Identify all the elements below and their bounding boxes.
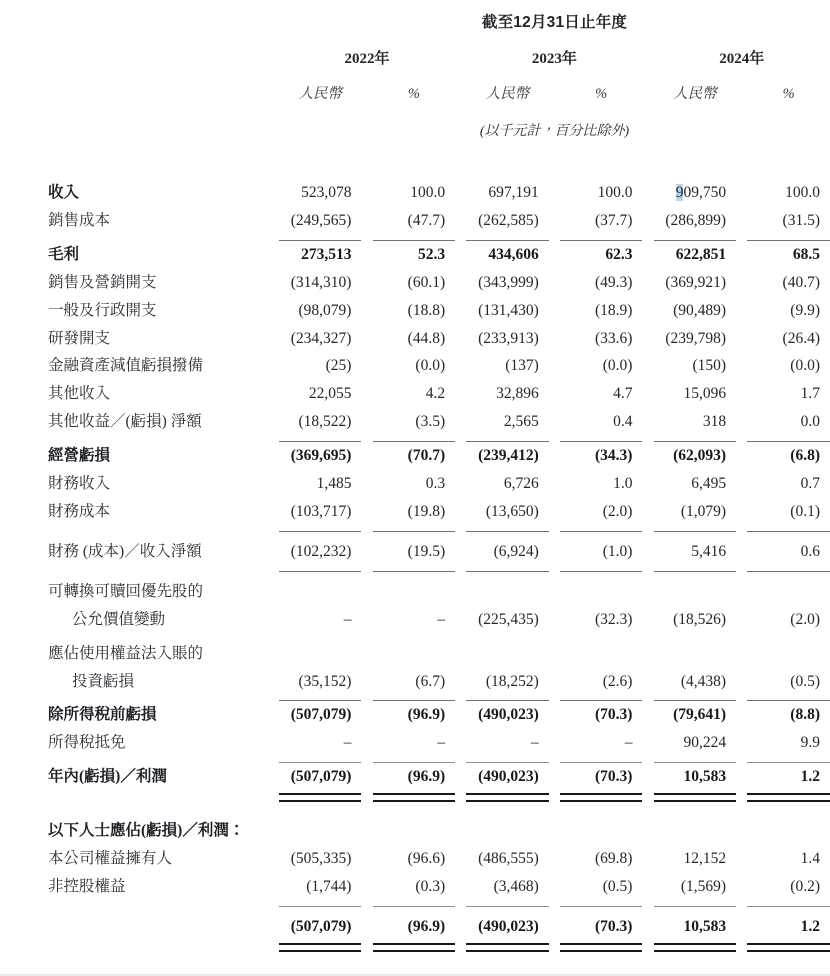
col-header-rmb-2022: 人民幣: [298, 86, 342, 102]
cell-itc-rmb-2023: –: [531, 734, 539, 752]
cell-cos-rmb-2022: (249,565): [290, 211, 352, 229]
cell-revenue-rmb-2022: 523,078: [301, 184, 352, 201]
rule-col-2: [373, 791, 455, 802]
rule-col-4: [560, 791, 642, 802]
rule-col-1: [279, 791, 361, 802]
rule-col-6: [747, 791, 830, 802]
spacer: [642, 38, 653, 73]
cell-nf-pct-2023: (1.0): [602, 542, 633, 560]
row-label-owners-of-company: 本公司權益擁有人: [48, 850, 173, 868]
spacer: [0, 155, 830, 164]
cell-ga-pct-2023: (18.9): [594, 301, 633, 319]
row-label-equity-method-line1: 應佔使用權益法入賬的: [48, 644, 204, 662]
row-label-other-income: 其他收入: [48, 385, 111, 403]
table-row: [0, 269, 830, 297]
col-header-pct-2023: %: [595, 86, 608, 102]
spacer: [0, 38, 279, 73]
cell-rnd-rmb-2022: (234,327): [290, 329, 352, 347]
cell-ooc-pct-2024: 1.4: [800, 850, 820, 868]
cell-oi-rmb-2024: 15,096: [683, 385, 727, 403]
cell-tot-rmb-2023: (490,023): [478, 917, 539, 935]
row-label-non-controlling: 非控股權益: [48, 877, 126, 895]
cell-ga-rmb-2023: (131,430): [478, 301, 539, 319]
rule-col-1: [279, 941, 361, 952]
spacer: [0, 0, 279, 37]
cell-ol-pct-2022: (70.7): [407, 447, 446, 465]
cell-pfy-pct-2023: (70.3): [594, 768, 633, 786]
cell-lbt-rmb-2024: (79,641): [673, 706, 727, 724]
spacer: [0, 164, 830, 173]
cell-nci-rmb-2022: (1,744): [306, 877, 352, 895]
cell-tot-pct-2022: (96.9): [407, 917, 446, 935]
header-unit-row: [0, 74, 830, 107]
cell-fc-rmb-2022: (103,717): [290, 502, 352, 520]
row-label-profit-for-year: 年內(虧損)／利潤: [48, 768, 167, 786]
spacer: [466, 811, 548, 845]
spacer: [560, 811, 642, 845]
grand-total-double-rule: [0, 941, 830, 952]
cell-imp-rmb-2024: (150): [692, 357, 727, 375]
table-row: [0, 811, 830, 845]
table-row: [0, 470, 830, 498]
cell-sm-pct-2022: (60.1): [407, 273, 446, 291]
cell-oi-pct-2022: 4.2: [425, 385, 446, 403]
cell-revenue-rmb-2024-rest: 09,750: [683, 184, 727, 201]
table-row: [0, 907, 830, 941]
cell-pfy-rmb-2024: 10,583: [683, 768, 727, 786]
row-label-gross-profit: 毛利: [48, 245, 80, 263]
cell-sm-rmb-2023: (343,999): [478, 273, 539, 291]
row-label-impairment: 金融資產減值虧損撥備: [48, 357, 204, 375]
cell-em-rmb-2023: (18,252): [485, 672, 539, 690]
cell-nf-pct-2024: 0.6: [800, 542, 820, 560]
spacer: [654, 634, 736, 668]
cell-sm-pct-2023: (49.3): [594, 273, 633, 291]
cell-ga-rmb-2024: (90,489): [673, 301, 727, 319]
cell-fc-rmb-2024: (1,079): [680, 502, 727, 520]
cell-itc-pct-2022: –: [437, 734, 446, 752]
cell-em-pct-2024: (0.5): [790, 672, 820, 690]
cell-lbt-pct-2024: (8.8): [790, 706, 820, 724]
spacer-row: [0, 155, 830, 164]
spacer: [466, 634, 548, 668]
table-row: [0, 729, 830, 757]
cell-ogl-rmb-2024: 318: [702, 413, 727, 431]
column-group-2022: 2022年: [344, 51, 390, 67]
spacer: [466, 572, 548, 606]
header-year-row: [0, 38, 830, 73]
spacer: [747, 634, 830, 668]
cell-ol-rmb-2023: (239,412): [478, 447, 539, 465]
row-label-income-tax-credit: 所得稅抵免: [48, 734, 126, 752]
cell-ooc-rmb-2022: (505,335): [290, 850, 352, 868]
spacer: [549, 74, 560, 107]
rule-col-3: [466, 791, 548, 802]
cell-gp-pct-2024: 68.5: [792, 245, 820, 263]
cell-nci-pct-2024: (0.2): [790, 877, 820, 895]
rule-col-6: [747, 941, 830, 952]
cell-ogl-pct-2024: 0.0: [800, 413, 820, 431]
spacer: [0, 941, 279, 952]
spacer: [0, 791, 279, 802]
cell-gp-rmb-2024: 622,851: [675, 245, 727, 263]
cell-revenue-pct-2022: 100.0: [410, 184, 446, 201]
rule-col-5: [654, 791, 736, 802]
table-row: [0, 408, 830, 436]
row-label-cost-of-sales: 銷售成本: [48, 211, 111, 229]
col-header-rmb-2023: 人民幣: [485, 86, 530, 102]
cell-gp-rmb-2023: 434,606: [488, 245, 539, 263]
cell-ol-rmb-2022: (369,695): [290, 447, 352, 465]
spacer: [0, 108, 279, 146]
cell-cp-pct-2023: (32.3): [594, 610, 633, 628]
cell-ooc-rmb-2024: 12,152: [683, 850, 727, 868]
cell-fi-rmb-2024: 6,495: [691, 475, 727, 493]
table-row: [0, 352, 830, 380]
cell-sm-rmb-2024: (369,921): [665, 273, 727, 291]
cell-tot-pct-2024: 1.2: [800, 917, 820, 935]
spacer: [560, 634, 642, 668]
cell-nci-rmb-2024: (1,569): [680, 877, 727, 895]
cell-oi-rmb-2022: 22,055: [308, 385, 352, 403]
cell-itc-rmb-2022: –: [343, 734, 352, 752]
cell-ogl-rmb-2022: (18,522): [298, 413, 352, 431]
table-row: [0, 606, 830, 634]
cell-nf-pct-2022: (19.5): [407, 542, 446, 560]
row-label-convertible-pref-line2: 公允價值變動: [72, 610, 166, 628]
spacer: [560, 572, 642, 606]
row-label-other-gains-losses: 其他收益／(虧損) 淨額: [48, 413, 202, 431]
cell-oi-pct-2024: 1.7: [800, 385, 820, 403]
cell-fi-rmb-2023: 6,726: [503, 475, 539, 493]
cell-pfy-pct-2024: 1.2: [800, 768, 820, 786]
header-unit-note-row: [0, 108, 830, 146]
text-selection-highlight: 9: [675, 184, 684, 201]
cell-ol-pct-2023: (34.3): [594, 447, 633, 465]
table-row: [0, 763, 830, 791]
spacer: [373, 811, 455, 845]
rule-col-5: [654, 941, 736, 952]
table-row: [0, 498, 830, 526]
table-row: [0, 173, 830, 207]
row-label-operating-loss: 經營虧損: [48, 447, 111, 465]
table-row: [0, 668, 830, 696]
row-label-attributable-to: 以下人士應佔(虧損)／利潤：: [48, 822, 245, 840]
col-header-pct-2024: %: [782, 86, 795, 102]
cell-cos-rmb-2023: (262,585): [478, 211, 539, 229]
cell-nf-rmb-2024: 5,416: [691, 542, 727, 560]
cell-lbt-rmb-2022: (507,079): [290, 706, 352, 724]
cell-itc-pct-2023: –: [624, 734, 633, 752]
col-header-rmb-2024: 人民幣: [673, 86, 717, 102]
spacer: [0, 74, 279, 107]
cell-oi-pct-2023: 4.7: [613, 385, 633, 403]
cell-sm-pct-2024: (40.7): [782, 273, 820, 291]
rule-col-3: [466, 941, 548, 952]
header-title-row: [0, 0, 830, 37]
spacer: [279, 811, 361, 845]
cell-rnd-pct-2024: (26.4): [782, 329, 820, 347]
cell-rnd-pct-2022: (44.8): [407, 329, 446, 347]
cell-cp-rmb-2023: (225,435): [478, 610, 539, 628]
cell-fi-pct-2022: 0.3: [425, 475, 446, 493]
cell-ga-pct-2022: (18.8): [407, 301, 446, 319]
cell-em-rmb-2024: (4,438): [680, 672, 727, 690]
grand-total-double-rule: [0, 791, 830, 802]
table-period-title: 截至12月31日止年度: [481, 14, 628, 31]
row-label-revenue: 收入: [48, 184, 80, 201]
spacer-row: [0, 802, 830, 811]
table-row: [0, 634, 830, 668]
cell-ooc-pct-2022: (96.6): [407, 850, 446, 868]
cell-revenue-pct-2023: 100.0: [597, 184, 633, 201]
cell-fc-pct-2023: (2.0): [602, 502, 633, 520]
table-row: [0, 325, 830, 353]
cell-cos-pct-2023: (37.7): [594, 211, 633, 229]
row-label-loss-before-tax: 除所得稅前虧損: [48, 706, 157, 724]
cell-nf-rmb-2023: (6,924): [493, 542, 539, 560]
column-group-2023: 2023年: [531, 51, 577, 67]
row-label-selling-marketing: 銷售及營銷開支: [48, 273, 157, 291]
cell-lbt-rmb-2023: (490,023): [478, 706, 539, 724]
row-label-convertible-pref-line1: 可轉換可贖回優先股的: [48, 582, 204, 600]
spacer: [361, 74, 372, 107]
cell-fc-pct-2022: (19.8): [407, 502, 446, 520]
cell-cp-pct-2024: (2.0): [790, 610, 820, 628]
cell-fi-pct-2023: 1.0: [613, 475, 633, 493]
spacer: [455, 74, 466, 107]
cell-fc-pct-2024: (0.1): [790, 502, 820, 520]
cell-fi-pct-2024: 0.7: [800, 475, 820, 493]
cell-ga-pct-2024: (9.9): [790, 301, 820, 319]
cell-pfy-rmb-2023: (490,023): [478, 768, 539, 786]
row-label-total-attributable: [0, 907, 279, 941]
cell-tot-pct-2023: (70.3): [594, 917, 633, 935]
row-label-rnd: 研發開支: [48, 329, 111, 347]
spacer: [0, 146, 830, 155]
cell-cos-pct-2022: (47.7): [407, 211, 446, 229]
cell-imp-rmb-2023: (137): [505, 357, 539, 375]
rule-col-2: [373, 941, 455, 952]
cell-imp-pct-2024: (0.0): [790, 357, 820, 375]
cell-imp-pct-2023: (0.0): [602, 357, 633, 375]
row-label-net-finance: 財務 (成本)／收入淨額: [48, 542, 202, 560]
cell-em-rmb-2022: (35,152): [298, 672, 352, 690]
cell-revenue-pct-2024: 100.0: [785, 184, 820, 201]
cell-rnd-rmb-2024: (239,798): [665, 329, 727, 347]
table-row: [0, 572, 830, 606]
col-header-pct-2022: %: [407, 86, 420, 102]
cell-em-pct-2022: (6.7): [415, 672, 446, 690]
cell-ogl-pct-2022: (3.5): [415, 413, 446, 431]
cell-ga-rmb-2022: (98,079): [298, 301, 352, 319]
cell-nci-pct-2023: (0.5): [602, 877, 633, 895]
cell-em-pct-2023: (2.6): [602, 672, 633, 690]
cell-cos-pct-2024: (31.5): [782, 211, 820, 229]
cell-rnd-pct-2023: (33.6): [594, 329, 633, 347]
table-row: [0, 532, 830, 566]
cell-revenue-rmb-2024: [654, 173, 736, 207]
cell-fc-rmb-2023: (13,650): [485, 502, 539, 520]
cell-fi-rmb-2022: 1,485: [316, 475, 352, 493]
spacer: [373, 634, 455, 668]
cell-sm-rmb-2022: (314,310): [290, 273, 352, 291]
spacer-row: [0, 164, 830, 173]
cell-gp-pct-2023: 62.3: [605, 245, 633, 263]
cell-nf-rmb-2022: (102,232): [290, 542, 352, 560]
unit-note: (以千元計，百分比除外): [479, 124, 630, 139]
table-row: [0, 207, 830, 235]
spacer: [736, 74, 747, 107]
cell-lbt-pct-2022: (96.9): [407, 706, 446, 724]
cell-pfy-rmb-2022: (507,079): [290, 768, 352, 786]
cell-nci-pct-2022: (0.3): [415, 877, 446, 895]
spacer: [642, 74, 653, 107]
spacer: [373, 572, 455, 606]
table-row: [0, 873, 830, 901]
cell-lbt-pct-2023: (70.3): [594, 706, 633, 724]
spacer: [747, 811, 830, 845]
cell-cos-rmb-2024: (286,899): [665, 211, 727, 229]
rule-col-4: [560, 941, 642, 952]
cell-pfy-pct-2022: (96.9): [407, 768, 446, 786]
cell-gp-rmb-2022: 273,513: [301, 245, 352, 263]
table-row: [0, 241, 830, 269]
cell-imp-rmb-2022: (25): [325, 357, 352, 375]
cell-ol-rmb-2024: (62,093): [673, 447, 727, 465]
row-label-finance-income: 財務收入: [48, 475, 111, 493]
cell-cp-rmb-2024: (18,526): [673, 610, 727, 628]
cell-revenue-rmb-2023: 697,191: [488, 184, 539, 201]
row-label-equity-method-line2: 投資虧損: [72, 672, 135, 690]
cell-imp-pct-2022: (0.0): [415, 357, 446, 375]
spacer: [455, 38, 466, 73]
cell-tot-rmb-2024: 10,583: [683, 917, 727, 935]
table-row: [0, 845, 830, 873]
spacer: [747, 572, 830, 606]
cell-ol-pct-2024: (6.8): [790, 447, 820, 465]
cell-ooc-pct-2023: (69.8): [594, 850, 633, 868]
cell-tot-rmb-2022: (507,079): [290, 917, 352, 935]
cell-ogl-rmb-2023: 2,565: [503, 413, 539, 431]
row-label-finance-cost: 財務成本: [48, 502, 111, 520]
cell-itc-pct-2024: 9.9: [800, 734, 820, 752]
spacer: [654, 811, 736, 845]
column-group-2024: 2024年: [719, 51, 765, 67]
table-row: [0, 442, 830, 470]
cell-ooc-rmb-2023: (486,555): [478, 850, 539, 868]
spacer: [0, 802, 830, 811]
cell-rnd-rmb-2023: (233,913): [478, 329, 539, 347]
cell-cp-rmb-2022: –: [343, 610, 352, 628]
cell-nci-rmb-2023: (3,468): [493, 877, 539, 895]
table-row: [0, 380, 830, 408]
cell-gp-pct-2022: 52.3: [418, 245, 446, 263]
spacer: [279, 634, 361, 668]
spacer-row: [0, 146, 830, 155]
cell-ogl-pct-2023: 0.4: [613, 413, 633, 431]
spacer: [654, 572, 736, 606]
table-row: [0, 701, 830, 729]
row-label-general-admin: 一般及行政開支: [48, 301, 157, 319]
cell-oi-rmb-2023: 32,896: [496, 385, 539, 403]
cell-itc-rmb-2024: 90,224: [683, 734, 727, 752]
cell-cp-pct-2022: –: [437, 610, 446, 628]
spacer: [279, 572, 361, 606]
table-row: [0, 297, 830, 325]
